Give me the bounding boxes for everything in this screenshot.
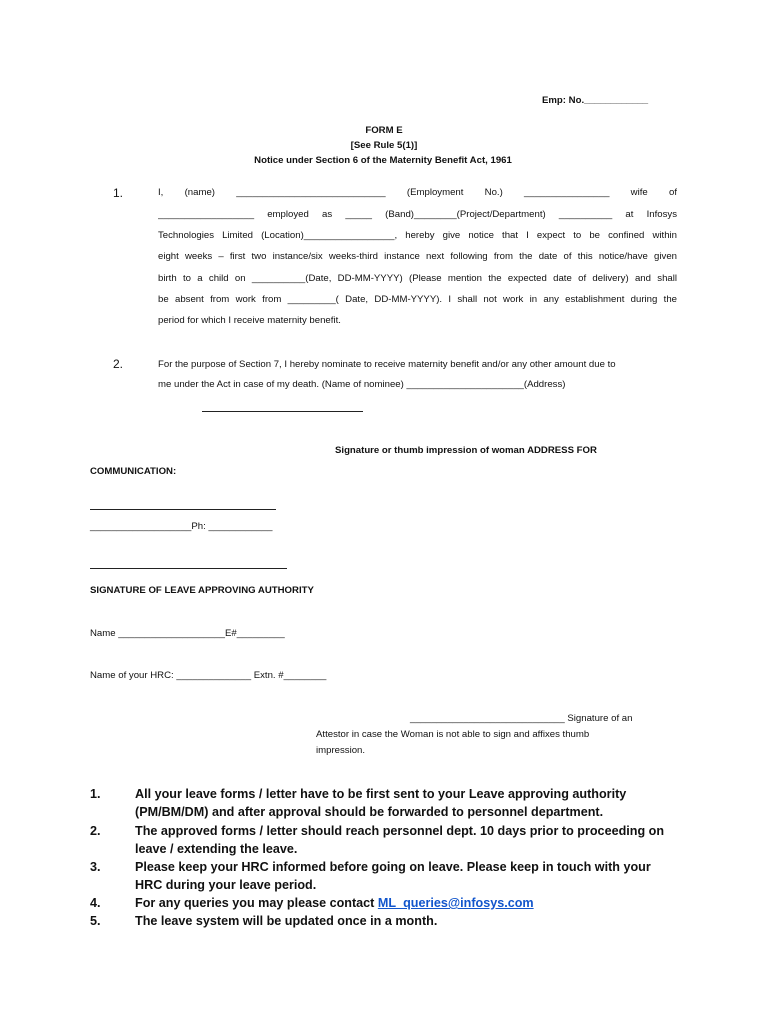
item-1-line: eight weeks – first two instance/six weeks-third instance next following from the date of this notice/have given — [158, 251, 677, 262]
address-blank-line — [90, 568, 287, 569]
item-2-line: For the purpose of Section 7, I hereby nominate to receive maternity benefit and/or any other amount due to — [158, 359, 616, 370]
note-number: 4. — [90, 896, 101, 910]
item-1-line: birth to a child on __________(Date, DD-MM-YYYY) (Please mention the expected date of delivery) and shall — [158, 273, 677, 284]
note-text — [135, 896, 534, 910]
item-2-number: 2. — [113, 357, 124, 371]
attestor-note: Attestor in case the Woman is not able to sign and affixes thumb — [316, 729, 590, 740]
note-number: 5. — [90, 914, 101, 928]
form-title: FORM E — [365, 125, 403, 136]
item-1-number: 1. — [113, 186, 124, 200]
signature-thumb-label: Signature or thumb impression of woman ADDRESS FOR — [335, 445, 597, 456]
note-text: All your leave forms / letter have to be first sent to your Leave approving authority — [135, 787, 627, 801]
contact-text: For any queries you may please contact — [135, 896, 375, 910]
item-1-line: Technologies Limited (Location)_________________, hereby give notice that I expect to be confined within — [158, 230, 677, 241]
item-1-line: I, (name) ____________________________ (Employment No.) ________________ wife of — [158, 187, 677, 198]
note-text: The leave system will be updated once in a month. — [135, 914, 438, 928]
item-2-line: me under the Act in case of my death. (Name of nominee) ______________________(Address) — [158, 379, 566, 390]
note-text: The approved forms / letter should reach personnel dept. 10 days prior to proceeding on — [135, 824, 665, 838]
note-text: Please keep your HRC informed before going on leave. Please keep in touch with your — [135, 860, 651, 874]
leave-authority-signature-label: SIGNATURE OF LEAVE APPROVING AUTHORITY — [90, 585, 314, 596]
note-number: 2. — [90, 824, 101, 838]
hrc-name-line: Name of your HRC: ______________ Extn. #________ — [90, 670, 327, 681]
form-rule: [See Rule 5(1)] — [350, 140, 418, 151]
address-blank-line — [90, 509, 276, 510]
item-1-line: be absent from work from _________( Date, DD-MM-YYYY). I shall not work in any establishment during the — [158, 294, 677, 305]
attestor-note: impression. — [316, 745, 366, 756]
note-number: 1. — [90, 787, 101, 801]
email-link[interactable]: ML_queries@infosys.com — [377, 896, 534, 910]
note-text: HRC during your leave period. — [135, 878, 317, 892]
note-number: 3. — [90, 860, 101, 874]
note-text: (PM/BM/DM) and after approval should be forwarded to personnel department. — [135, 805, 604, 819]
approver-name-line: Name ____________________E#_________ — [90, 628, 285, 639]
note-text: leave / extending the leave. — [135, 842, 298, 856]
item-1-line: period for which I receive maternity benefit. — [158, 315, 341, 326]
form-notice-heading: Notice under Section 6 of the Maternity Benefit Act, 1961 — [254, 155, 512, 166]
attestor-signature-line: _____________________________ Signature of an — [410, 713, 633, 724]
communication-label: COMMUNICATION: — [90, 466, 177, 477]
nominee-address-blank — [202, 411, 363, 412]
item-1-line: __________________ employed as _____ (Band)________(Project/Department) __________ at Infosys — [158, 209, 677, 220]
phone-line: ___________________Ph: ____________ — [90, 521, 273, 532]
employee-number: Emp: No.____________ — [542, 95, 649, 106]
